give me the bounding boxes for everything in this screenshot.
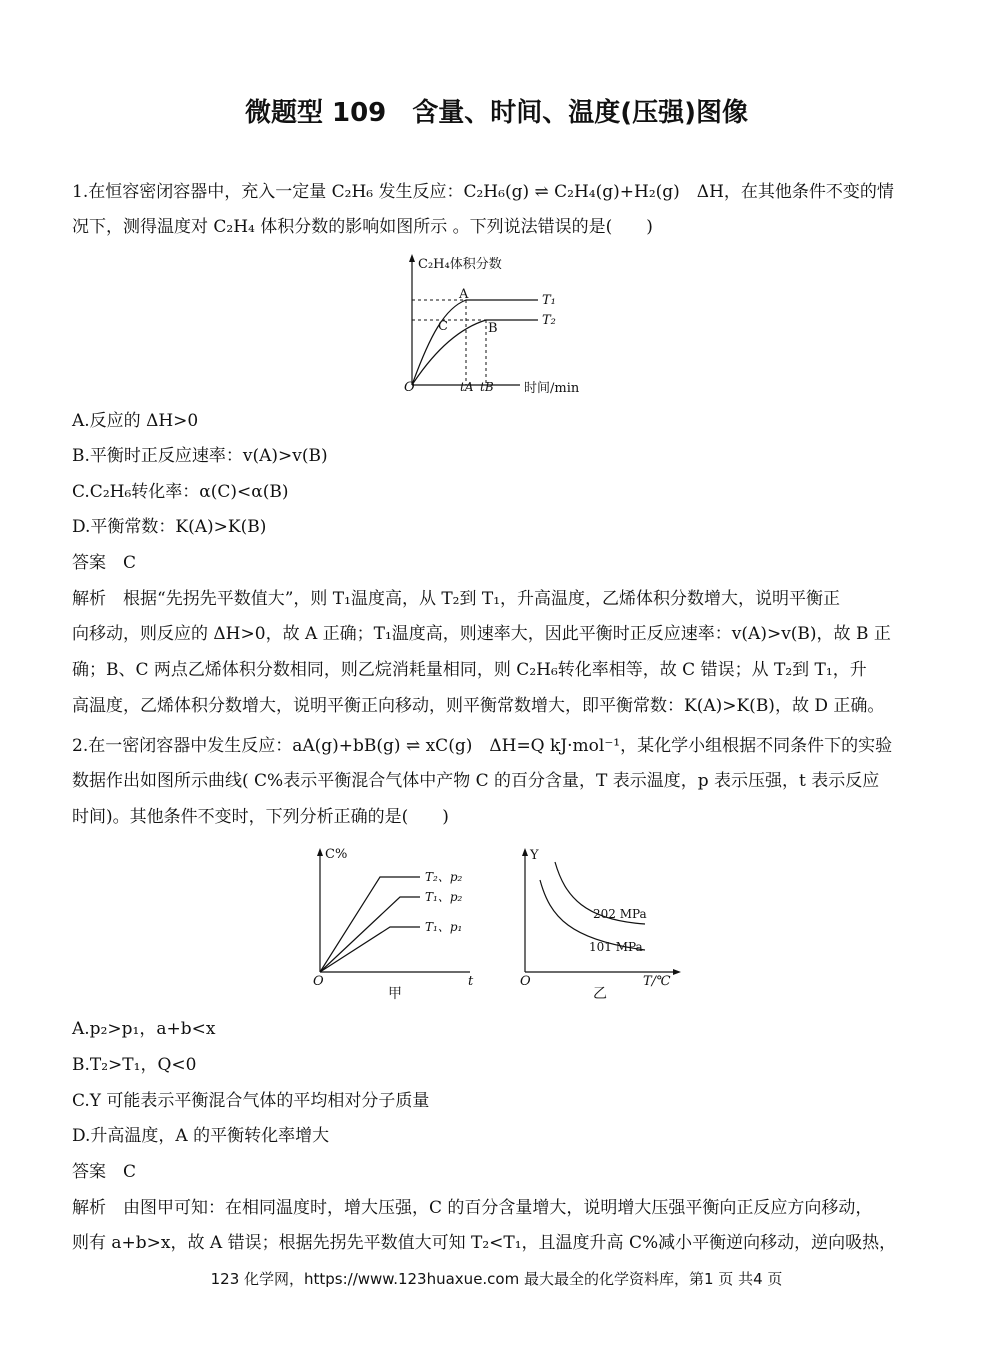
q1-option-b: B.平衡时正反应速率：v(A)>v(B) bbox=[72, 446, 328, 466]
q1-curve-t1 bbox=[412, 300, 538, 385]
q2-option-d: D.升高温度，A 的平衡转化率增大 bbox=[72, 1126, 330, 1146]
q1-option-a: A.反应的 ΔH>0 bbox=[72, 411, 199, 431]
jia-label-t2p2: T₂、p₂ bbox=[425, 870, 463, 884]
jia-origin: O bbox=[313, 974, 324, 989]
q1-stem-line2: 况下，测得温度对 C₂H₄ 体积分数的影响如图所示 。下列说法错误的是( ) bbox=[72, 217, 653, 237]
q1-figure bbox=[400, 250, 600, 400]
q2-stem-line3: 时间)。其他条件不变时，下列分析正确的是( ) bbox=[72, 807, 449, 827]
yi-x-label: T/℃ bbox=[643, 974, 671, 989]
yi-x-arrow bbox=[673, 969, 681, 975]
q1-curve-label-t2: T₂ bbox=[542, 313, 556, 328]
q2-option-b: B.T₂>T₁，Q<0 bbox=[72, 1055, 197, 1075]
q1-stem-line1: 1.在恒容密闭容器中，充入一定量 C₂H₆ 发生反应：C₂H₆(g) ⇌ C₂H₄(g)+H₂(g) ΔH，在其他条件不变的情 bbox=[72, 182, 894, 202]
q1-analysis-line4: 高温度，乙烯体积分数增大，说明平衡正向移动，则平衡常数增大，即平衡常数：K(A)>K(B)，故 D 正确。 bbox=[72, 696, 885, 716]
jia-y-label: C% bbox=[325, 847, 348, 862]
q1-origin: O bbox=[404, 380, 415, 395]
q1-analysis-line2: 向移动，则反应的 ΔH>0，故 A 正确；T₁温度高，则速率大，因此平衡时正反应速率：v(A)>v(B)，故 B 正 bbox=[72, 624, 891, 644]
q2-stem-line2: 数据作出如图所示曲线( C%表示平衡混合气体中产物 C 的百分含量，T 表示温度，p 表示压强，t 表示反应 bbox=[72, 771, 880, 791]
q1-analysis-line3: 确；B、C 两点乙烯体积分数相同，则乙烷消耗量相同，则 C₂H₆转化率相等，故 C 错误；从 T₂到 T₁，升 bbox=[72, 660, 867, 680]
q2-analysis-line1: 解析 由图甲可知：在相同温度时，增大压强，C 的百分含量增大，说明增大压强平衡向正反应方向移动， bbox=[72, 1198, 873, 1218]
q2-option-c: C.Y 可能表示平衡混合气体的平均相对分子质量 bbox=[72, 1091, 430, 1111]
jia-x-label: t bbox=[468, 974, 474, 989]
q2-figure-yi bbox=[515, 842, 685, 1007]
q1-answer: 答案 C bbox=[72, 553, 137, 573]
q2-analysis-line2: 则有 a+b>x，故 A 错误；根据先拐先平数值大可知 T₂<T₁，且温度升高 C%减小平衡逆向移动，逆向吸热， bbox=[72, 1233, 897, 1253]
q1-point-b: B bbox=[488, 321, 498, 336]
q1-point-c: C bbox=[438, 319, 448, 334]
jia-curve-t1p1 bbox=[320, 927, 420, 972]
yi-y-label: Y bbox=[530, 848, 539, 863]
q1-point-a: A bbox=[459, 287, 469, 302]
q2-figure-jia bbox=[305, 842, 485, 1007]
q1-x-label: 时间/min bbox=[524, 381, 580, 396]
q2-option-a: A.p₂>p₁，a+b<x bbox=[72, 1019, 216, 1039]
q2-stem-line1: 2.在一密闭容器中发生反应：aA(g)+bB(g) ⇌ xC(g) ΔH=Q kJ·mol⁻¹，某化学小组根据不同条件下的实验 bbox=[72, 736, 893, 756]
jia-curve-t1p2 bbox=[320, 897, 420, 972]
q1-curve-label-t1: T₁ bbox=[542, 293, 556, 308]
jia-y-arrow bbox=[317, 848, 323, 856]
q1-option-c: C.C₂H₆转化率：α(C)<α(B) bbox=[72, 482, 289, 502]
yi-label-101: 101 MPa bbox=[589, 940, 643, 954]
q1-tick-tb: tB bbox=[480, 380, 494, 394]
yi-caption: 乙 bbox=[593, 986, 607, 1002]
yi-y-arrow bbox=[522, 848, 528, 856]
q1-curve-t2 bbox=[412, 320, 538, 385]
page-footer: 123 化学网，https://www.123huaxue.com 最大最全的化学资料库，第1 页 共4 页 bbox=[210, 1270, 783, 1288]
yi-origin: O bbox=[520, 974, 531, 989]
q1-y-arrow bbox=[409, 254, 415, 262]
jia-label-t1p1: T₁、p₁ bbox=[425, 920, 463, 934]
jia-caption: 甲 bbox=[388, 986, 402, 1002]
q1-tick-ta: tA bbox=[460, 380, 474, 394]
q1-option-d: D.平衡常数：K(A)>K(B) bbox=[72, 517, 267, 537]
page-title: 微题型 109 含量、时间、温度(压强)图像 bbox=[244, 98, 749, 128]
yi-label-202: 202 MPa bbox=[593, 907, 647, 921]
q1-y-label: C₂H₄体积分数 bbox=[418, 257, 502, 272]
q1-analysis-line1: 解析 根据“先拐先平数值大”，则 T₁温度高，从 T₂到 T₁，升高温度，乙烯体积分数增大，说明平衡正 bbox=[72, 589, 841, 609]
jia-label-t1p2: T₁、p₂ bbox=[425, 890, 463, 904]
q2-answer: 答案 C bbox=[72, 1162, 137, 1182]
